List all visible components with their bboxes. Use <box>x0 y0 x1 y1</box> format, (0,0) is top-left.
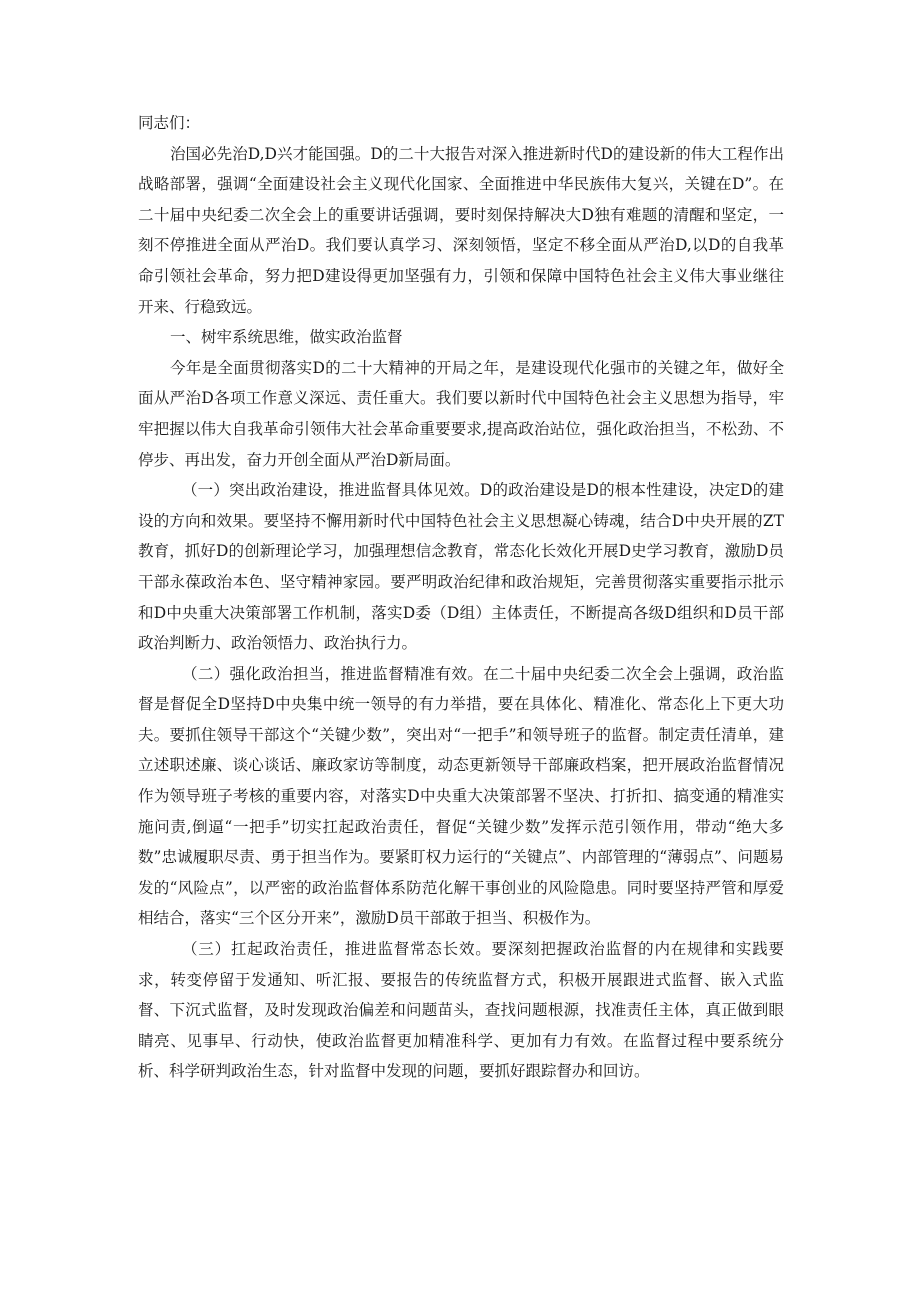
document-body <box>138 108 784 1087</box>
item-one-paragraph: （一）突出政治建设，推进监督具体见效。D的政治建设是D的根本性建设，决定D的建设的方向和效果。要坚持不懈用新时代中国特色社会主义思想凝心铸魂，结合D中央开展的ZT教育，抓好D的创新理论学习，加强理想信念教育，常态化长效化开展D史学习教育，激励D员干部永葆政治本色、坚守精神家园。要严明政治纪律和政治规矩，完善贯彻落实重要指示批示和D中央重大决策部署工作机制，落实D委（D组）主体责任，不断提高各级D组织和D员干部政治判断力、政治领悟力、政治执行力。 <box>138 481 784 653</box>
intro-paragraph: 治国必先治D,D兴才能国强。D的二十大报告对深入推进新时代D的建设新的伟大工程作出战略部署，强调“全面建设社会主义现代化国家、全面推进中华民族伟大复兴，关键在D”。在二十届中央纪委二次全会上的重要讲话强调，要时刻保持解决大D独有难题的清醒和坚定，一刻不停推进全面从严治D。我们要认真学习、深刻领悟，坚定不移全面从严治D,以D的自我革命引领社会革命，努力把D建设得更加坚强有力，引领和保障中国特色社会主义伟大事业继往开来、行稳致远。 <box>138 144 784 316</box>
section-intro-paragraph: 今年是全面贯彻落实D的二十大精神的开局之年，是建设现代化强市的关键之年，做好全面从严治D各项工作意义深远、责任重大。我们要以新时代中国特色社会主义思想为指导，牢牢把握以伟大自我革命引领伟大社会革命重要要求,提高政治站位，强化政治担当，不松劲、不停步、再出发，奋力开创全面从严治D新局面。 <box>138 358 784 469</box>
salutation: 同志们： <box>138 114 201 132</box>
item-three-paragraph: （三）扛起政治责任，推进监督常态长效。要深刻把握政治监督的内在规律和实践要求，转变停留于发通知、听汇报、要报告的传统监督方式，积极开展跟进式监督、嵌入式监督、下沉式监督，及时发现政治偏差和问题苗头，查找问题根源，找准责任主体，真正做到眼睛亮、见事早、行动快，使政治监督更加精准科学、更加有力有效。在监督过程中要系统分析、科学研判政治生态，针对监督中发现的问题，要抓好跟踪督办和回访。 <box>138 940 784 1081</box>
section-heading: 一、树牢系统思维，做实政治监督 <box>170 328 403 347</box>
item-two-paragraph: （二）强化政治担当，推进监督精准有效。在二十届中央纪委二次全会上强调，政治监督是督促全D坚持D中央集中统一领导的有力举措，要在具体化、精准化、常态化上下更大功夫。要抓住领导干部这个“关键少数”，突出对“一把手”和领导班子的监督。制定责任清单，建立述职述廉、谈心谈话、廉政家访等制度，动态更新领导干部廉政档案，把开展政治监督情况作为领导班子考核的重要内容，对落实D中央重大决策部署不坚决、打折扣、搞变通的精准实施问责,倒逼“一把手”切实扛起政治责任，督促“关键少数”发挥示范引领作用，带动“绝大多数”忠诚履职尽责、勇于担当作为。要紧盯权力运行的“关键点”、内部管理的“薄弱点”、问题易发的“风险点”，以严密的政治监督体系防范化解干事创业的风险隐患。同时要坚持严管和厚爱相结合，落实“三个区分开来”，激励D员干部敢于担当、积极作为。 <box>138 664 784 928</box>
